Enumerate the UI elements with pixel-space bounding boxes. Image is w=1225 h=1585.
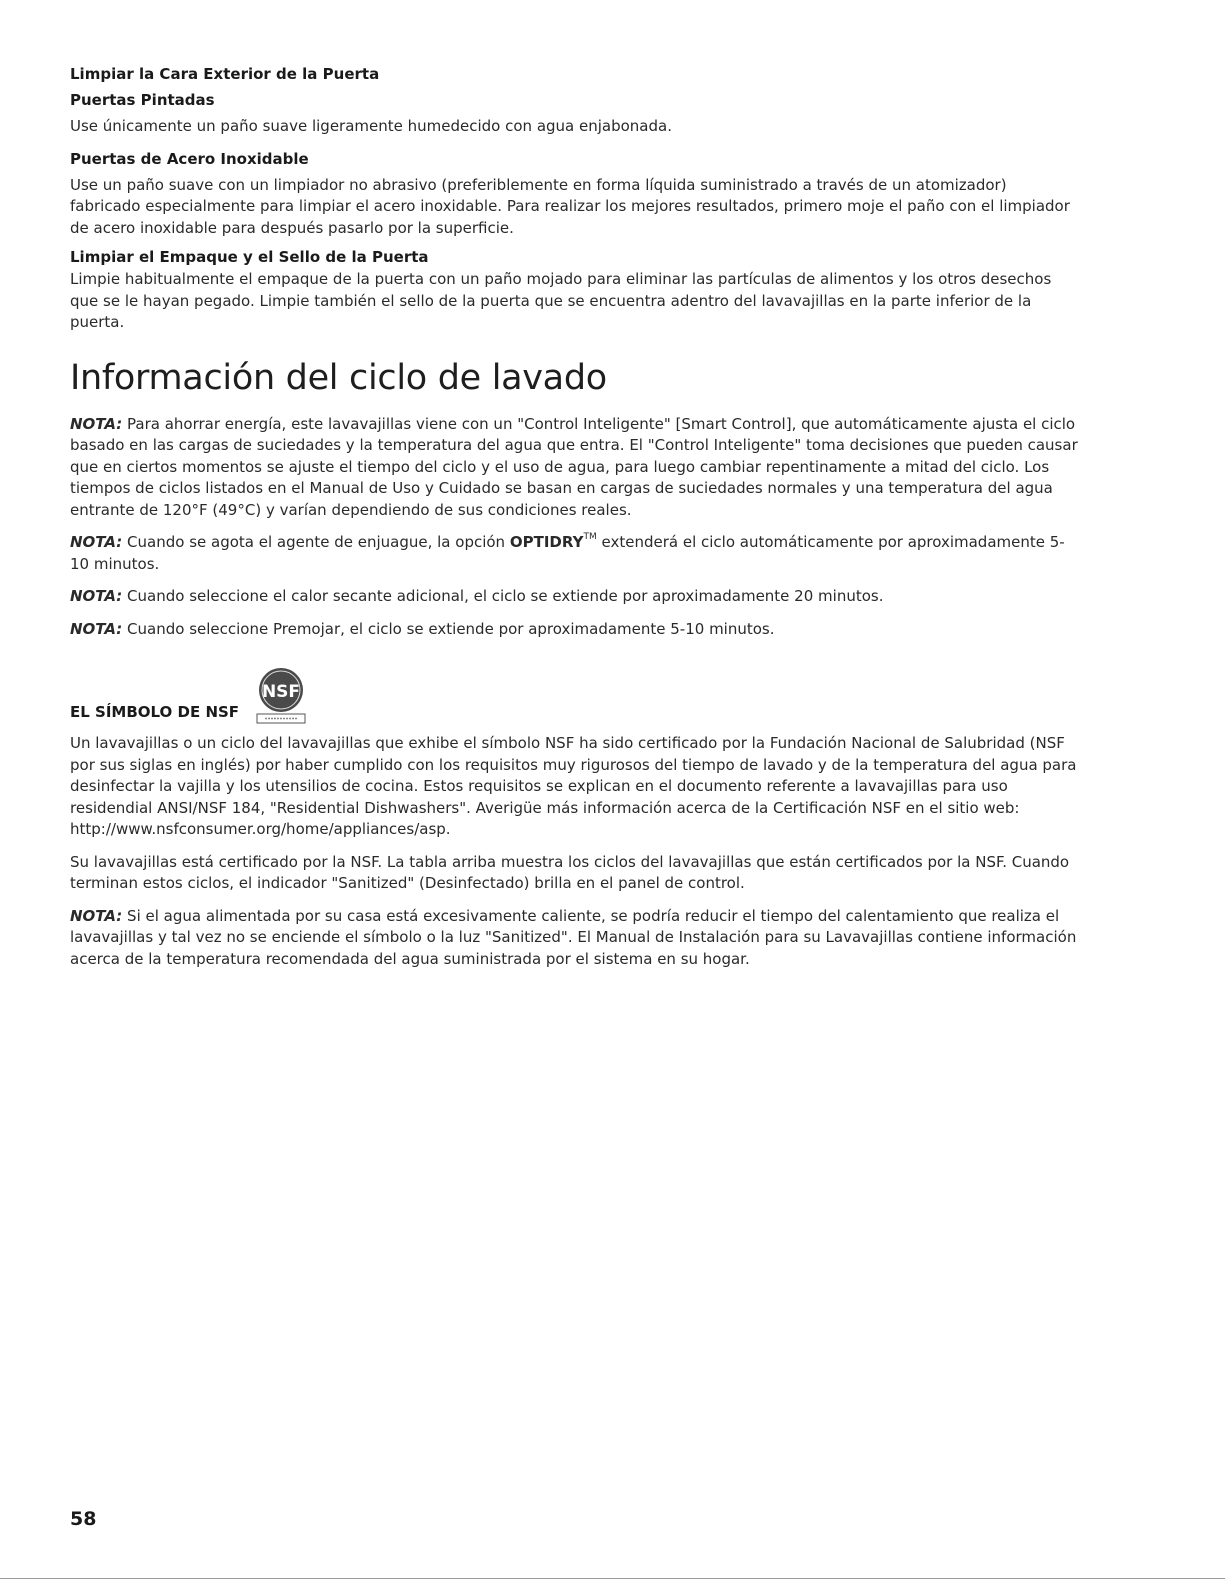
nsf-logo-icon <box>253 666 309 724</box>
nsf-paragraph-1: Un lavavajillas o un ciclo del lavavajillas que exhibe el símbolo NSF ha sido certificado por la Fundación Nacional de Salubridad (NSF por sus siglas en inglés) por haber cumplido con los requisitos muy rigurosos del tiempo de lavado y de la temperatura del agua para desinfectar la vajilla y los utensilios de cocina. Estos requisitos se explican en el documento referente a lavavajillas para uso residendial ANSI/NSF 184, "Residential Dishwashers". Averigüe más información acerca de la Certificación NSF en el sitio web: http://www.nsfconsumer.org/home/appliances/asp. <box>70 734 1077 838</box>
nsf-section <box>70 666 1080 970</box>
page-number: 58 <box>70 1508 97 1530</box>
page-content <box>70 64 1080 970</box>
nota-label: NOTA: <box>70 619 123 638</box>
nota-label: NOTA: <box>70 906 123 925</box>
nsf-heading: EL SÍMBOLO DE NSF <box>70 703 240 721</box>
nota-label: NOTA: <box>70 533 123 551</box>
cycle-info-section <box>70 356 1080 641</box>
steel-doors-heading: Puertas de Acero Inoxidable <box>70 149 309 168</box>
door-exterior-heading: Limpiar la Cara Exterior de la Puerta <box>70 65 380 83</box>
note-smart-control <box>70 414 1080 522</box>
cycle-info-title: Información del ciclo de lavado <box>70 357 607 398</box>
nota-label: NOTA: <box>70 414 123 433</box>
note-presoak <box>70 619 1080 641</box>
bottom-divider <box>0 1578 1225 1579</box>
nsf-logo-text: NSF <box>262 682 301 702</box>
note-smart-control-text: Para ahorrar energía, este lavavajillas viene con un "Control Inteligente" [Smart Control], que automáticamente ajusta el ciclo basado en las cargas de suciedades y la temperatura del agua que entra. El "Control Inteligente" toma decisiones que pueden causar que en ciertos momentos se ajuste el tiempo del ciclo y el uso de agua, para luego cambiar repentinamente a mitad del ciclo. Los tiempos de ciclos listados en el Manual de Uso y Cuidado se basan en cargas de suciedades normales y una temperatura del agua entrante de 120°F (49°C) y varían dependiendo de sus condiciones reales. <box>70 414 1078 519</box>
painted-doors-heading: Puertas Pintadas <box>70 91 215 109</box>
note-optidry <box>70 527 1080 575</box>
note-heated-dry <box>70 586 1080 608</box>
seal-text: Limpie habitualmente el empaque de la puerta con un paño mojado para eliminar las partículas de alimentos y los otros desechos que se le hayan pegado. Limpie también el sello de la puerta que se encuentra adentro del lavavajillas en la parte inferior de la puerta. <box>70 270 1052 331</box>
note-heated-dry-text: Cuando seleccione el calor secante adicional, el ciclo se extiende por aproximadamente 20 minutos. <box>127 587 884 605</box>
note-optidry-after: extenderá el ciclo automáticamente por aproximadamente 5-10 minutos. <box>70 533 1065 573</box>
trademark-symbol: TM <box>583 532 597 542</box>
note-presoak-text: Cuando seleccione Premojar, el ciclo se extiende por aproximadamente 5-10 minutos. <box>127 619 775 638</box>
painted-doors-text: Use únicamente un paño suave ligeramente humedecido con agua enjabonada. <box>70 117 672 135</box>
nsf-note-text: Si el agua alimentada por su casa está excesivamente caliente, se podría reducir el tiempo del calentamiento que realiza el lavavajillas y tal vez no se enciende el símbolo o la luz "Sanitized". El Manual de Instalación para su Lavavajillas contiene información acerca de la temperatura recomendada del agua suministrada por el sistema en su hogar. <box>70 906 1077 968</box>
door-cleaning-section <box>70 64 1080 334</box>
nsf-note <box>70 906 1080 971</box>
nota-label: NOTA: <box>70 587 123 605</box>
nsf-paragraph-2: Su lavavajillas está certificado por la NSF. La tabla arriba muestra los ciclos del lavavajillas que están certificados por la NSF. Cuando terminan estos ciclos, el indicador "Sanitized" (Desinfectado) brilla en el panel de control. <box>70 852 1070 892</box>
nsf-heading-row <box>70 666 1080 724</box>
steel-doors-text: Use un paño suave con un limpiador no abrasivo (preferiblemente en forma líquida suministrado a través de un atomizador) fabricado especialmente para limpiar el acero inoxidable. Para realizar los mejores resultados, primero moje el paño con el limpiador de acero inoxidable para después pasarlo por la superficie. <box>70 175 1070 237</box>
seal-heading: Limpiar el Empaque y el Sello de la Puerta <box>70 248 429 266</box>
note-optidry-before: Cuando se agota el agente de enjuague, la opción <box>127 533 506 551</box>
optidry-brand: OPTIDRY <box>509 533 584 551</box>
